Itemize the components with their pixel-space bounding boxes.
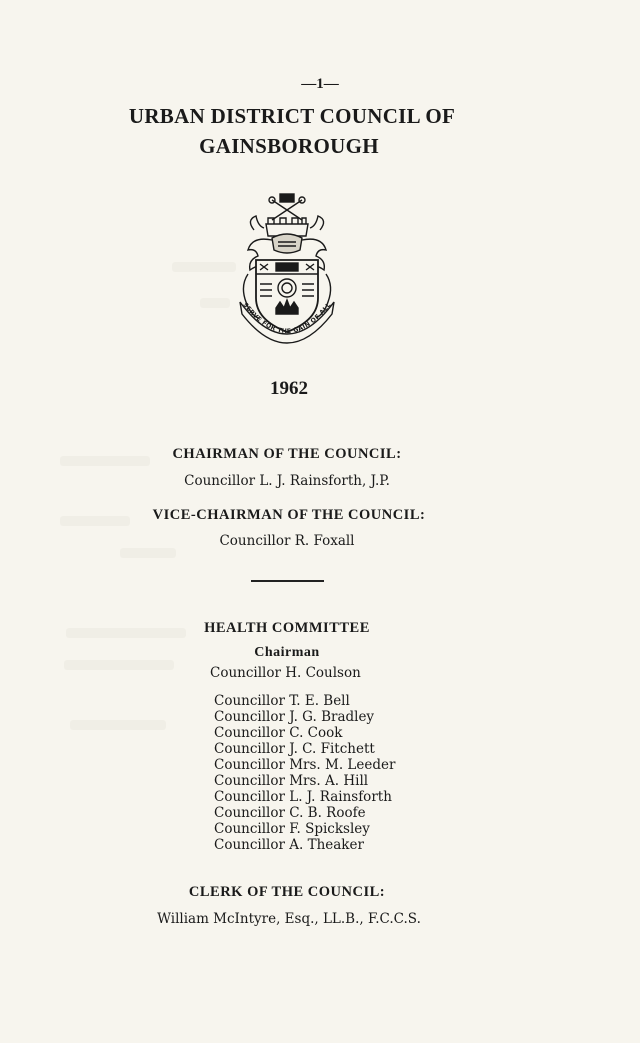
vice-chairman-heading: VICE-CHAIRMAN OF THE COUNCIL: xyxy=(152,507,426,523)
list-item: Councillor L. J. Rainsforth xyxy=(214,789,392,805)
list-item: Councillor A. Theaker xyxy=(214,837,364,853)
list-item: Councillor J. G. Bradley xyxy=(214,709,375,725)
committee-member-list xyxy=(214,693,395,853)
clerk-heading: CLERK OF THE COUNCIL: xyxy=(188,884,386,900)
list-item: Councillor Mrs. A. Hill xyxy=(214,773,369,789)
show-through xyxy=(200,298,230,308)
clerk-name: William McIntyre, Esq., LL.B., F.C.C.S. xyxy=(157,911,421,927)
list-item: Councillor C. B. Roofe xyxy=(214,805,366,821)
show-through xyxy=(120,548,176,558)
chairman-name: Councillor L. J. Rainsforth, J.P. xyxy=(184,473,390,489)
page-title: URBAN DISTRICT COUNCIL OF xyxy=(128,104,456,128)
list-item: Councillor C. Cook xyxy=(214,725,343,741)
coat-of-arms-icon xyxy=(228,190,346,362)
show-through xyxy=(172,262,236,272)
committee-chairman-name: Councillor H. Coulson xyxy=(210,665,361,681)
crest-motto: SERVE FOR THE GAIN OF ALL xyxy=(241,301,333,336)
chairman-heading: CHAIRMAN OF THE COUNCIL: xyxy=(172,446,402,462)
committee-chairman-label: Chairman xyxy=(254,645,320,660)
vice-chairman-name: Councillor R. Foxall xyxy=(219,533,355,549)
year: 1962 xyxy=(270,378,308,399)
health-committee-heading: HEALTH COMMITTEE xyxy=(204,620,370,636)
list-item: Councillor F. Spicksley xyxy=(214,821,370,837)
list-item: Councillor J. C. Fitchett xyxy=(214,741,375,757)
show-through xyxy=(64,660,174,670)
page-number: —1— xyxy=(301,76,339,92)
show-through xyxy=(70,720,166,730)
divider xyxy=(251,580,324,582)
list-item: Councillor Mrs. M. Leeder xyxy=(214,757,396,773)
page-title-town: GAINSBOROUGH xyxy=(199,134,379,158)
list-item: Councillor T. E. Bell xyxy=(214,693,350,709)
